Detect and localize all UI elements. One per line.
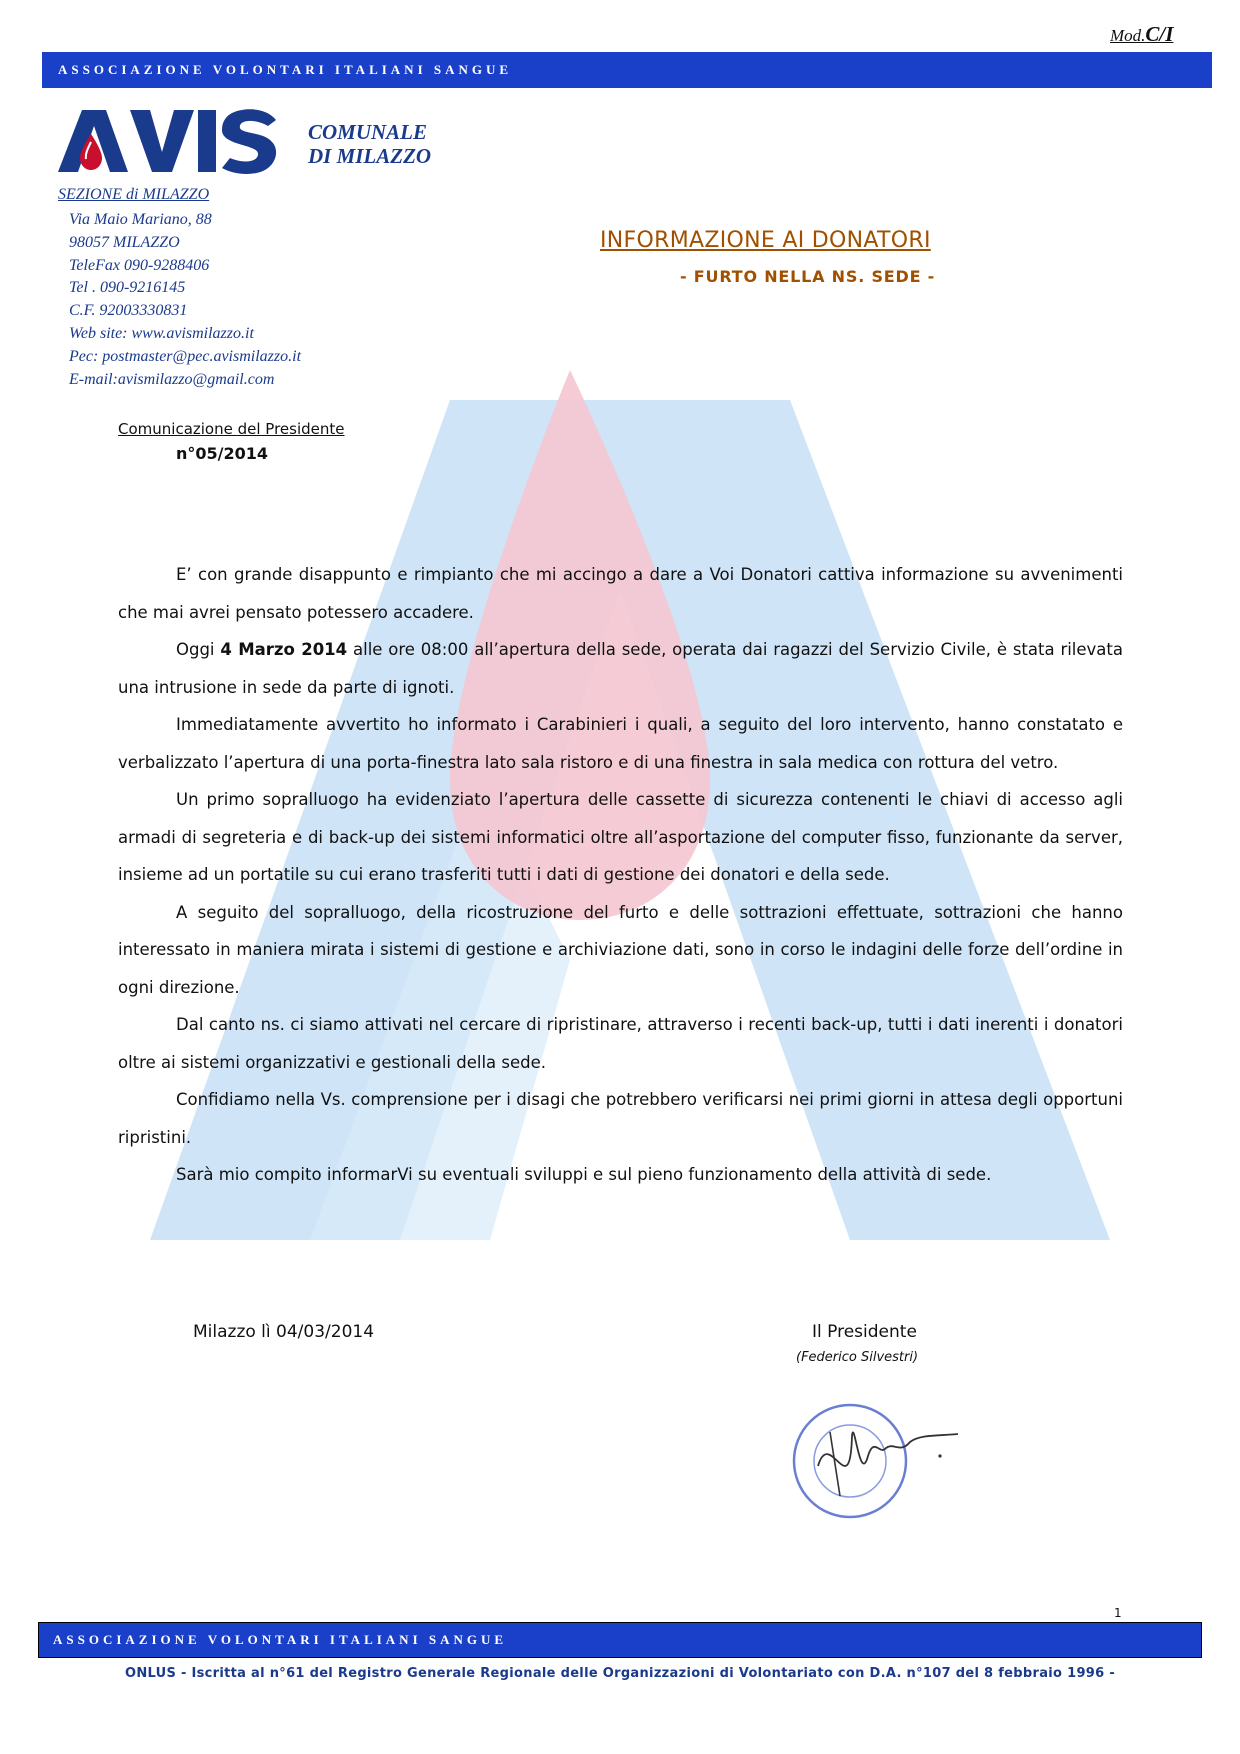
president-name: (Federico Silvestri) [796,1350,919,1365]
avis-logo-icon [58,106,278,174]
page-number: 1 [1114,1606,1122,1620]
telefax-line: TeleFax 090-9288406 [69,256,210,274]
paragraph-7: Confidiamo nella Vs. comprensione per i disagi che potrebbero verificarsi nei primi giorni in attesa degli opportuni ripristini. [118,1090,1123,1147]
footer-band-text: ASSOCIAZIONE VOLONTARI ITALIANI SANGUE [53,1632,508,1647]
document-subtitle: - FURTO NELLA NS. SEDE - [680,267,936,286]
header-band [42,52,1212,88]
document-title: INFORMAZIONE AI DONATORI [600,228,931,253]
website-line: Web site: www.avismilazzo.it [69,324,254,342]
paragraph-3: Immediatamente avvertito ho informato i Carabinieri i quali, a seguito del loro intervento, hanno constatato e verbalizzato l’apertura di una porta-finestra lato sala ristoro e di una finestra in sala medica con rottura del vetro. [118,715,1123,772]
paragraph-5: A seguito del sopralluogo, della ricostruzione del furto e delle sottrazioni effettuate, sottrazioni che hanno interessato in maniera mirata i sistemi di gestione e archiviazione dati, sono in corso le indagini delle forze dell’ordine in ogni direzione. [118,902,1123,997]
address-line: Via Maio Mariano, 88 [69,211,212,228]
model-code-value: C/I [1145,22,1174,46]
pec-line: Pec: postmaster@pec.avismilazzo.it [69,347,302,365]
communication-number: n°05/2014 [176,444,269,463]
footer-registration: ONLUS - Iscritta al n°61 del Registro Generale Regionale delle Organizzazioni di Volontariato con D.A. n°107 del 8 febbraio 1996 - [124,1666,1116,1681]
paragraph-8: Sarà mio compito informarVi su eventuali sviluppi e sul pieno funzionamento della attività di sede. [176,1165,992,1184]
stamp-signature-icon [790,1396,970,1526]
letter-body [118,556,1123,1194]
place-date: Milazzo lì 04/03/2014 [193,1322,375,1342]
model-code [1110,22,1173,47]
header-band-text: ASSOCIAZIONE VOLONTARI ITALIANI SANGUE [58,62,513,77]
model-code-prefix: Mod. [1110,26,1146,45]
email-line: E-mail:avismilazzo@gmail.com [69,370,275,388]
logo-caption-line1: COMUNALE [308,120,428,144]
logo-caption-line2: DI MILAZZO [308,144,432,168]
footer-band [38,1622,1202,1658]
logo-caption [308,120,431,168]
paragraph-6: Dal canto ns. ci siamo attivati nel cercare di ripristinare, attraverso i recenti back-up, tutti i dati inerenti i donatori oltre ai sistemi organizzativi e gestionali della sede. [118,1015,1123,1072]
paragraph-2 [118,631,1123,706]
paragraph-2-post: alle ore 08:00 all’apertura della sede, operata dai ragazzi del Servizio Civile, è stata rilevata una intrusione in sede da parte di ignoti. [118,640,1124,697]
official-stamp [790,1396,970,1530]
city-line: 98057 MILAZZO [69,233,180,251]
paragraph-2-date: 4 Marzo 2014 [220,640,348,659]
tax-code-line: C.F. 92003330831 [69,302,188,320]
section-name: SEZIONE di MILAZZO [58,186,210,203]
paragraph-2-pre: Oggi [176,640,221,659]
president-title: Il Presidente [812,1322,917,1342]
communication-label: Comunicazione del Presidente [118,420,345,438]
paragraph-1: E’ con grande disappunto e rimpianto che mi accingo a dare a Voi Donatori cattiva informazione su avvenimenti che mai avrei pensato potessero accadere. [118,565,1123,622]
paragraph-4: Un primo sopralluogo ha evidenziato l’apertura delle cassette di sicurezza contenenti le chiavi di accesso agli armadi di segreteria e di back-up dei sistemi informatici oltre all’asportazione del computer fisso, funzionante da server, insieme ad un portatile su cui erano trasferiti tutti i dati di gestione dei donatori e della sede. [118,790,1123,884]
avis-logo [58,106,278,178]
phone-line: Tel . 090-9216145 [69,279,186,297]
